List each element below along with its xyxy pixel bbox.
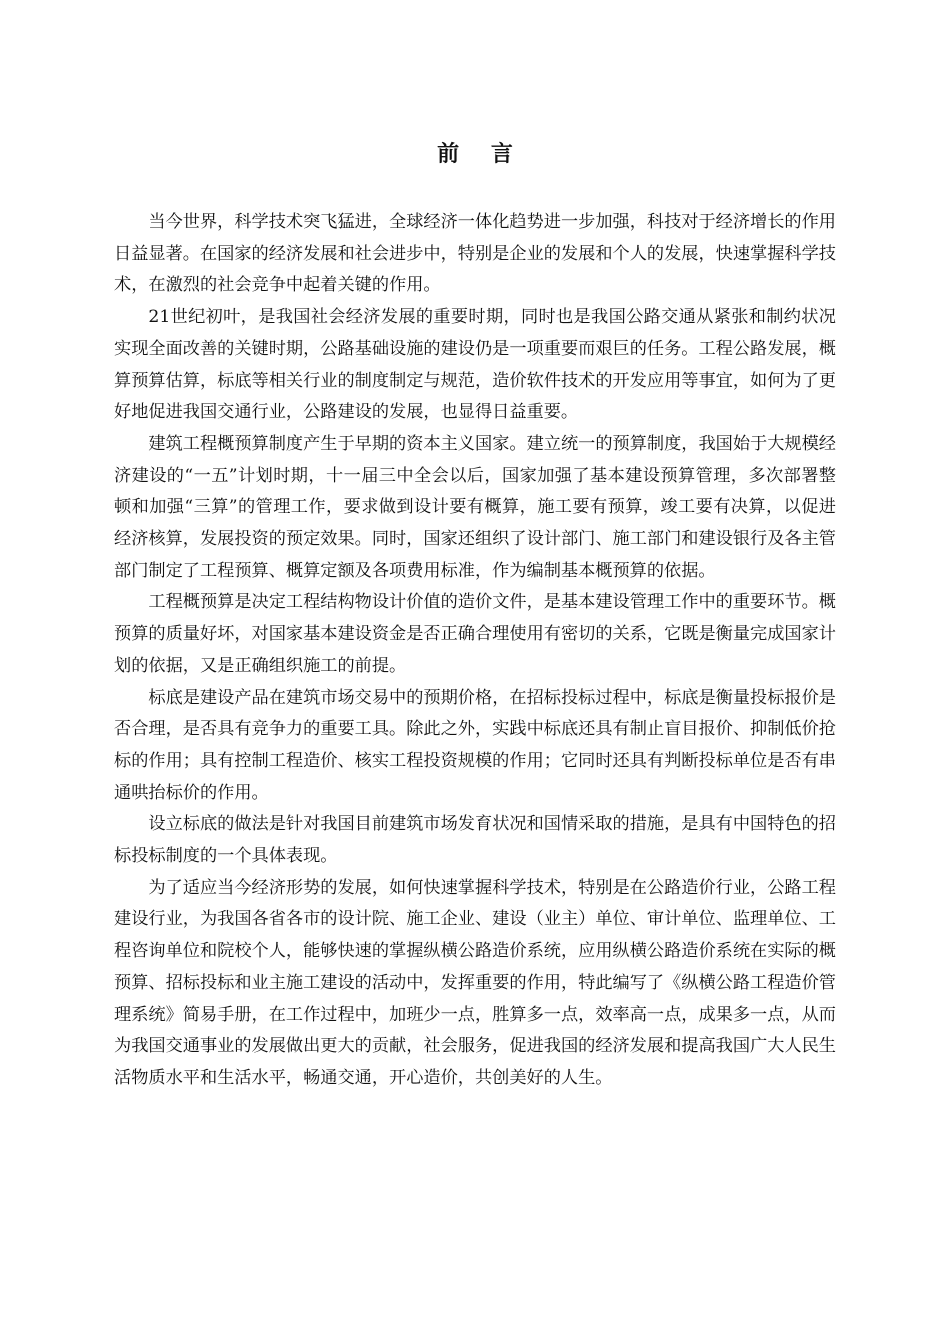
paragraph-4: 工程概预算是决定工程结构物设计价值的造价文件，是基本建设管理工作中的重要环节。概预算的质量好坏，对国家基本建设资金是否正确合理使用有密切的关系，它既是衡量完成国家计划的依据，又是正确组织施工的前提。 — [114, 592, 836, 676]
page-title: 前 言 — [437, 141, 525, 167]
paragraph-7: 为了适应当今经济形势的发展，如何快速掌握科学技术，特别是在公路造价行业，公路工程建设行业，为我国各省各市的设计院、施工企业、建设（业主）单位、审计单位、监理单位、工程咨询单位和院校个人，能够快速的掌握纵横公路造价系统，应用纵横公路造价系统在实际的概预算、招标投标和业主施工建设的活动中，发挥重要的作用，特此编写了《纵横公路工程造价管理系统》简易手册，在工作过程中，加班少一点，胜算多一点，效率高一点，成果多一点，从而为我国交通事业的发展做出更大的贡献，社会服务，促进我国的经济发展和提高我国广大人民生活物质水平和生活水平，畅通交通，开心造价，共创美好的人生。 — [114, 877, 836, 1088]
paragraph-3: 建筑工程概预算制度产生于早期的资本主义国家。建立统一的预算制度，我国始于大规模经济建设的“一五”计划时期，十一届三中全会以后，国家加强了基本建设预算管理，多次部署整顿和加强“三算”的管理工作，要求做到设计要有概算，施工要有预算，竣工要有决算，以促进经济核算，发展投资的预定效果。同时，国家还组织了设计部门、施工部门和建设银行及各主管部门制定了工程预算、概算定额及各项费用标准，作为编制基本概预算的依据。 — [114, 433, 836, 581]
document-body — [114, 207, 836, 1095]
paragraph-1: 当今世界，科学技术突飞猛进，全球经济一体化趋势进一步加强，科技对于经济增长的作用日益显著。在国家的经济发展和社会进步中，特别是企业的发展和个人的发展，快速掌握科学技术，在激烈的社会竞争中起着关键的作用。 — [114, 212, 836, 296]
paragraph-5: 标底是建设产品在建筑市场交易中的预期价格，在招标投标过程中，标底是衡量投标报价是否合理，是否具有竞争力的重要工具。除此之外，实践中标底还具有制止盲目报价、抑制低价抢标的作用；具有控制工程造价、核实工程投资规模的作用；它同时还具有判断投标单位是否有串通哄抬标价的作用。 — [114, 687, 836, 803]
paragraph-2: 21世纪初叶，是我国社会经济发展的重要时期，同时也是我国公路交通从紧张和制约状况实现全面改善的关键时期，公路基础设施的建设仍是一项重要而艰巨的任务。工程公路发展，概算预算估算，标底等相关行业的制度制定与规范，造价软件技术的开发应用等事宜，如何为了更好地促进我国交通行业，公路建设的发展，也显得日益重要。 — [114, 307, 836, 423]
paragraph-6: 设立标底的做法是针对我国目前建筑市场发育状况和国情采取的措施，是具有中国特色的招标投标制度的一个具体表现。 — [114, 814, 836, 867]
